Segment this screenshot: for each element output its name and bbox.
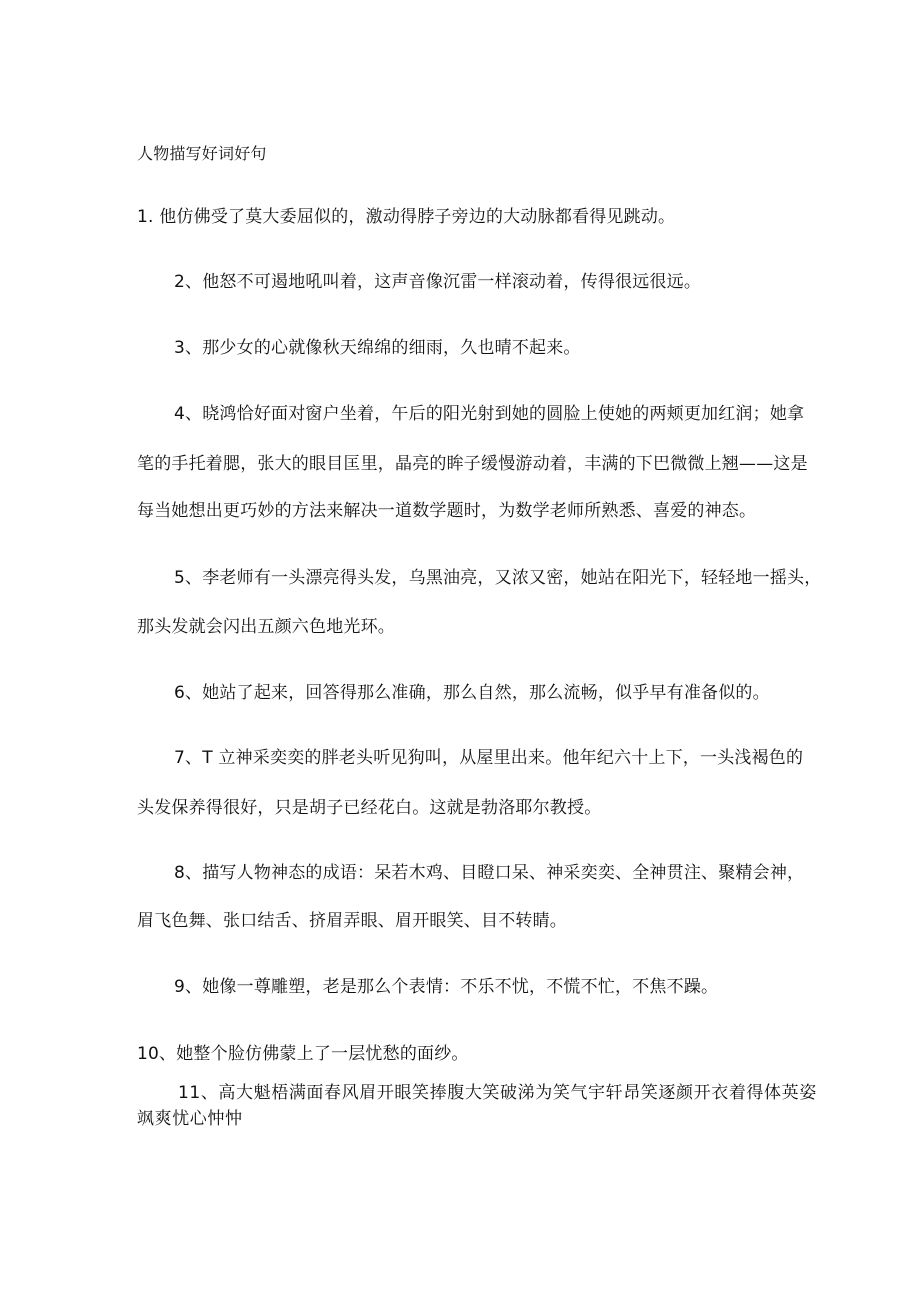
sentence-11-line-2: 飒爽忧心忡忡 [137,1109,243,1129]
sentence-7-line-2: 头发保养得很好，只是胡子已经花白。这就是勃洛耶尔教授。 [137,798,602,818]
sentence-1: 1. 他仿佛受了莫大委屈似的，激动得脖子旁边的大动脉都看得见跳动。 [137,207,676,227]
document-title: 人物描写好词好句 [137,144,267,163]
sentence-4-line-3: 每当她想出更巧妙的方法来解决一道数学题时，为数学老师所熟悉、喜爱的神态。 [137,501,757,521]
sentence-3: 3、那少女的心就像秋天绵绵的细雨，久也晴不起来。 [174,338,581,358]
sentence-8-line-2: 眉飞色舞、张口结舌、挤眉弄眼、眉开眼笑、目不转睛。 [137,911,567,931]
sentence-6: 6、她站了起来，回答得那么准确，那么自然，那么流畅，似乎早有准备似的。 [174,683,770,703]
sentence-5-line-2: 那头发就会闪出五颜六色地光环。 [137,617,395,637]
sentence-2: 2、他怒不可遏地吼叫着，这声音像沉雷一样滚动着，传得很远很远。 [174,272,702,292]
sentence-10: 10、她整个脸仿佛蒙上了一层忧愁的面纱。 [137,1044,469,1064]
sentence-7-line-1: 7、T 立神采奕奕的胖老头听见狗叫，从屋里出来。他年纪六十上下，一头浅褐色的 [174,748,804,768]
sentence-9: 9、她像一尊雕塑，老是那么个表情：不乐不忧，不慌不忙，不焦不躁。 [174,977,719,997]
sentence-4-line-2: 笔的手托着腮，张大的眼目匡里，晶亮的眸子缓慢游动着，丰满的下巴微微上翘——这是 [137,454,808,474]
sentence-5-line-1: 5、李老师有一头漂亮得头发，乌黑油亮，又浓又密，她站在阳光下，轻轻地一摇头， [174,568,822,588]
sentence-4-line-1: 4、晓鸿恰好面对窗户坐着，午后的阳光射到她的圆脸上使她的两颊更加红润；她拿 [174,404,805,424]
sentence-11-line-1: 11、高大魁梧满面春风眉开眼笑捧腹大笑破涕为笑气宇轩昂笑逐颜开衣着得体英姿 [178,1083,817,1103]
sentence-8-line-1: 8、描写人物神态的成语：呆若木鸡、目瞪口呆、神采奕奕、全神贯注、聚精会神， [174,863,805,883]
